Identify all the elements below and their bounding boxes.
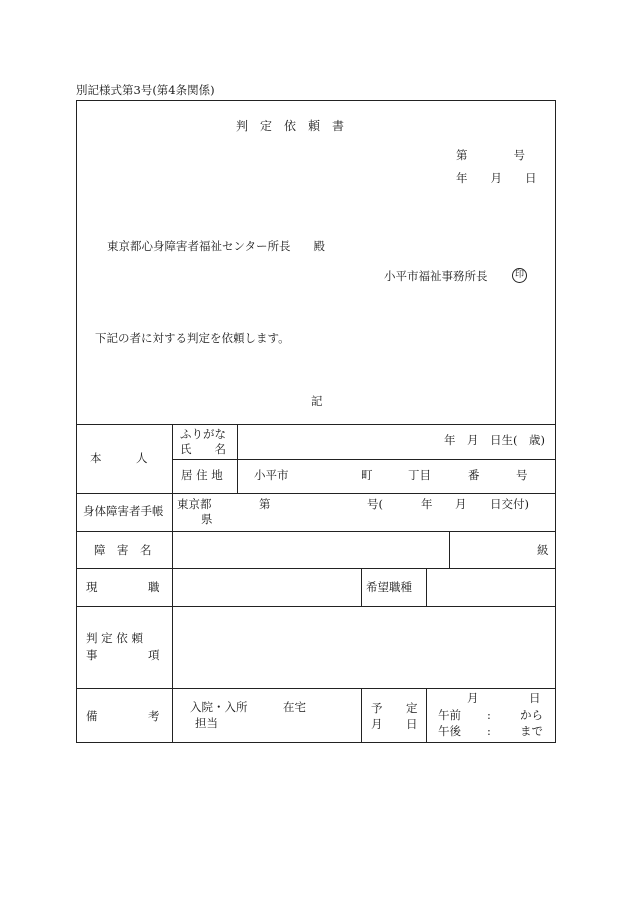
table-top-line <box>76 424 556 425</box>
ki-heading: 記 <box>311 394 323 408</box>
seal-mark: 印 <box>512 268 527 283</box>
handbook-month: 月 <box>455 497 467 511</box>
grade-divider <box>449 531 450 568</box>
row-line <box>76 606 556 607</box>
addressee: 東京都心身障害者福祉センター所長 殿 <box>107 239 326 253</box>
schedule-until: まで <box>520 724 543 738</box>
form-label: 別記様式第3号(第4条関係) <box>76 83 215 97</box>
sender: 小平市福祉事務所長 <box>384 269 488 283</box>
remarks-label-b: 考 <box>148 709 160 723</box>
sublabel-line <box>237 424 238 493</box>
disability-grade: 級 <box>537 543 549 557</box>
desired-job-label: 希望職種 <box>366 580 412 594</box>
schedule-pm: 午後 <box>438 724 461 738</box>
job-divider <box>426 568 427 606</box>
request-label-line1: 判 定 依 頼 <box>86 631 143 645</box>
handbook-issued: 日交付) <box>490 497 529 511</box>
row-line <box>76 688 556 689</box>
form-frame <box>76 100 556 743</box>
remarks-home: 在宅 <box>283 700 306 714</box>
document-title: 判 定 依 頼 書 <box>236 119 345 133</box>
person-label: 本 人 <box>90 451 148 465</box>
address-cho: 町 <box>361 468 373 482</box>
furigana-label: ふりがな <box>180 427 226 441</box>
remarks-label-a: 備 <box>86 709 98 723</box>
remarks-divider <box>361 688 362 743</box>
address-city: 小平市 <box>254 468 289 482</box>
schedule-label-b: 定 <box>406 701 418 715</box>
remarks-admission: 入院・入所 <box>190 700 248 714</box>
row-line <box>76 568 556 569</box>
handbook-tokyo: 東京都 <box>177 497 212 511</box>
address-label: 居 住 地 <box>181 468 223 482</box>
address-go: 号 <box>516 468 528 482</box>
row-line <box>76 531 556 532</box>
disability-label: 障 害 名 <box>94 543 152 557</box>
handbook-label: 身体障害者手帳 <box>83 504 164 518</box>
schedule-am: 午前 <box>438 708 461 722</box>
number-line: 第 号 <box>456 148 525 162</box>
row-line <box>76 493 556 494</box>
date-line: 年 月 日 <box>456 171 537 185</box>
name-label: 氏 名 <box>180 442 226 456</box>
label-column-line <box>172 424 173 743</box>
address-ban: 番 <box>468 468 480 482</box>
schedule-label-c: 月 <box>371 717 383 731</box>
schedule-month: 月 <box>467 691 479 705</box>
handbook-dai: 第 <box>259 497 271 511</box>
job-divider <box>361 568 362 606</box>
schedule-from: から <box>520 708 543 722</box>
schedule-label-a: 予 <box>371 701 383 715</box>
schedule-am-colon: : <box>487 708 491 722</box>
schedule-day: 日 <box>529 691 541 705</box>
request-label-line2a: 事 <box>86 648 98 662</box>
address-chome: 丁目 <box>408 468 431 482</box>
job-label-a: 現 <box>86 580 98 594</box>
person-mid-line <box>172 459 556 460</box>
remarks-divider <box>426 688 427 743</box>
request-text: 下記の者に対する判定を依頼します。 <box>95 331 290 345</box>
schedule-pm-colon: : <box>487 724 491 738</box>
schedule-label-d: 日 <box>406 717 418 731</box>
handbook-ken: 県 <box>201 512 213 526</box>
handbook-year: 年 <box>421 497 433 511</box>
handbook-go: 号( <box>367 497 383 511</box>
job-label-b: 職 <box>148 580 160 594</box>
request-label-line2b: 項 <box>148 648 160 662</box>
birth-field: 年 月 日生( 歳) <box>444 433 545 447</box>
remarks-staff: 担当 <box>195 716 218 730</box>
